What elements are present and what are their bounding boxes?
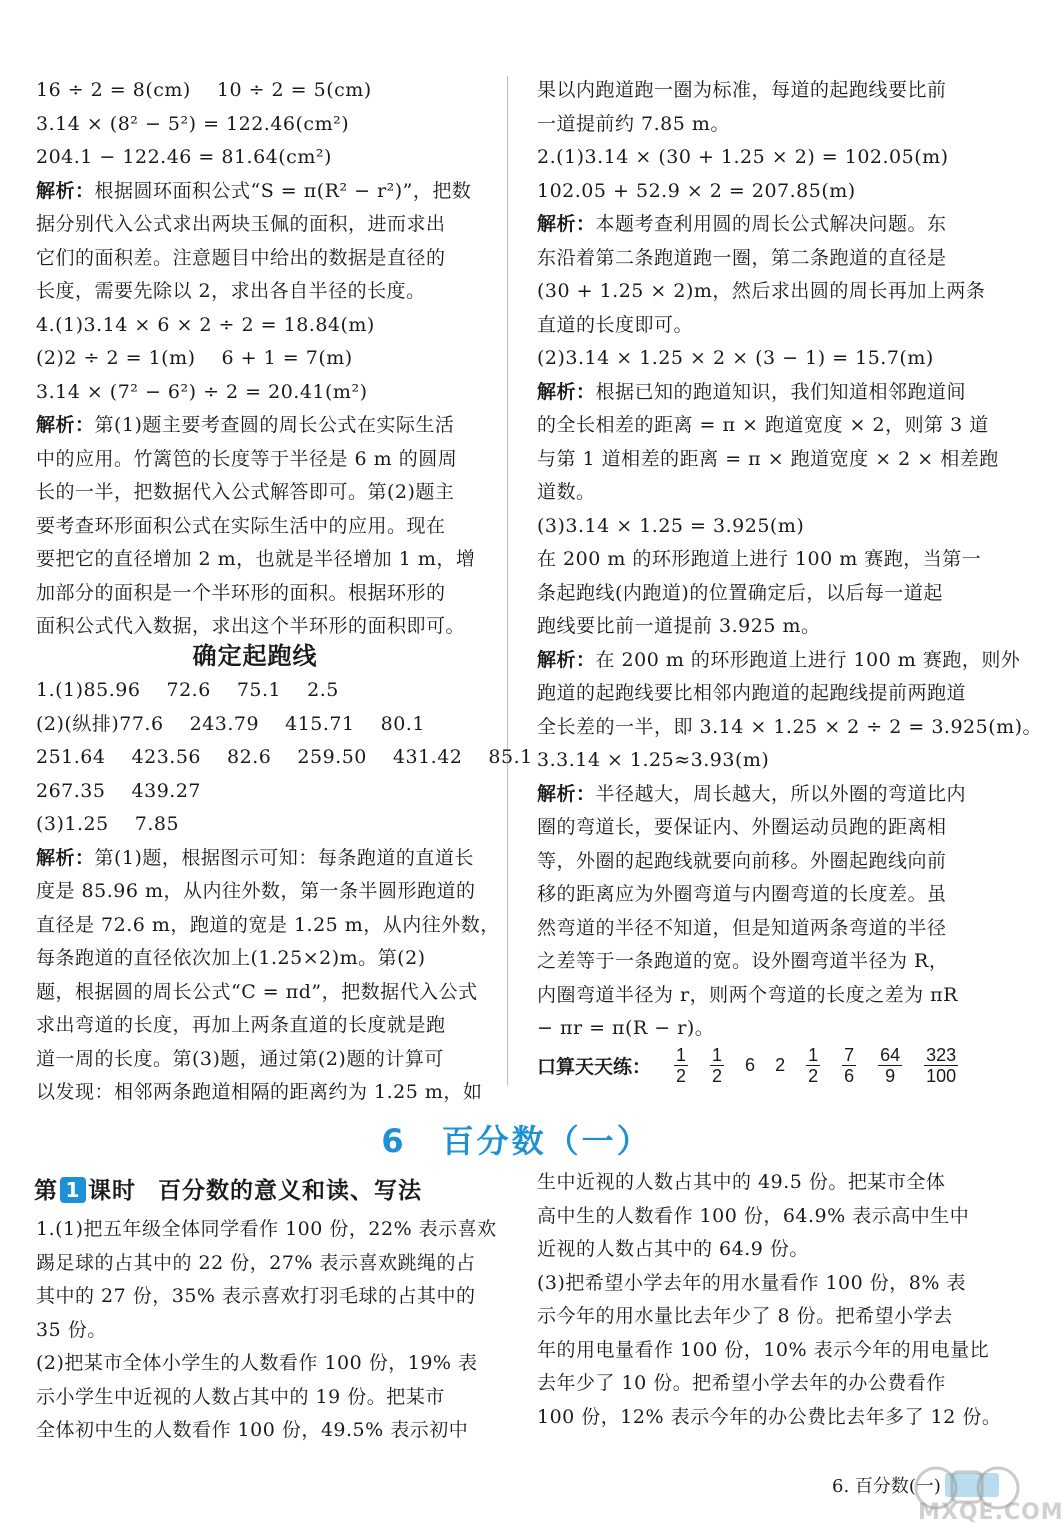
answer-line: 4.(1)3.14 × 6 × 2 ÷ 2 = 18.84(m): [36, 313, 375, 336]
left-column-middle: [36, 674, 533, 1110]
answer-line: 1.(1)把五年级全体同学看作 100 份，22% 表示喜欢: [36, 1218, 497, 1240]
fraction-denominator: 2: [676, 1065, 687, 1086]
answer-line: 长的一半，把数据代入公式解答即可。第(2)题主: [36, 481, 455, 503]
answer-line: − πr = π(R − r)。: [537, 1017, 715, 1039]
answer-line: (3)把希望小学去年的用水量看作 100 份，8% 表: [537, 1271, 966, 1294]
answer-line: 道一周的长度。第(3)题，通过第(2)题的计算可: [36, 1047, 444, 1070]
answer-line: 去年少了 10 份。把希望小学去年的办公费看作: [537, 1372, 946, 1394]
fraction-denominator: 6: [844, 1065, 855, 1086]
mental-math-fraction: [710, 1045, 724, 1086]
answer-line: 长度，需要先除以 2，求出各自半径的长度。: [36, 280, 426, 302]
answer-line: 然弯道的半径不知道，但是知道两条弯道的半径: [537, 916, 947, 939]
answer-line: 3.14 × (7² − 6²) ÷ 2 = 20.41(m²): [36, 380, 368, 403]
answer-line: 等，外圈的起跑线就要向前移。外圈起跑线向前: [537, 849, 947, 872]
answer-line: 一道提前约 7.85 m。: [537, 112, 730, 135]
answer-line: 条起跑线(内跑道)的位置确定后，以后每一道起: [537, 581, 943, 604]
answer-line: 年的用电量看作 100 份，10% 表示今年的用电量比: [537, 1338, 990, 1361]
answer-line: (3)1.25 7.85: [36, 813, 180, 835]
answer-line: 解析：本题考查利用圆的周长公式解决问题。东: [537, 213, 947, 235]
fraction-numerator: 7: [844, 1044, 855, 1065]
answer-line: 度是 85.96 m，从内往外数，第一条半圆形跑道的: [36, 880, 476, 902]
answer-line: 示今年的用水量比去年少了 8 份。把希望小学去: [537, 1305, 953, 1327]
lesson-heading: [34, 1172, 422, 1205]
answer-line: 移的距离应为外圈弯道与内圈弯道的长度差。虽: [537, 883, 947, 905]
answer-line: 以发现：相邻两条跑道相隔的距离约为 1.25 m，如: [36, 1081, 483, 1103]
answer-line: 其中的 27 份，35% 表示喜欢打羽毛球的占其中的: [36, 1285, 476, 1307]
answer-line: 跑道的起跑线要比相邻内跑道的起跑线提前两跑道: [537, 682, 967, 704]
answer-line: (2)把某市全体小学生的人数看作 100 份，19% 表: [36, 1352, 478, 1374]
lesson-name: 百分数的意义和读、写法: [158, 1178, 422, 1204]
analysis-label: 解析：: [36, 846, 95, 869]
answer-line: 2.(1)3.14 × (30 + 1.25 × 2) = 102.05(m): [537, 146, 949, 168]
answer-line: 与第 1 道相差的距离 = π × 跑道宽度 × 2 × 相差跑: [537, 447, 999, 470]
mental-math-fraction: [924, 1045, 958, 1086]
answer-line: (2)(纵排)77.6 243.79 415.71 80.1: [36, 712, 425, 735]
answer-line: 每条跑道的直径依次加上(1.25×2)m。第(2): [36, 947, 426, 969]
answer-line: 加部分的面积是一个半环形的面积。根据环形的: [36, 581, 446, 604]
footer-label: 6. 百分数(一): [832, 1476, 941, 1497]
answer-line: 之差等于一条跑道的宽。设外圈弯道半径为 R，: [537, 950, 949, 972]
mental-math-row: [537, 1040, 969, 1090]
answer-line: (30 + 1.25 × 2)m，然后求出圆的周长再加上两条: [537, 280, 986, 302]
answer-line: 东沿着第二条跑道跑一圈，第二条跑道的直径是: [537, 246, 947, 269]
answer-line: 道数。: [537, 481, 596, 503]
answer-line: 圈的弯道长，要保证内、外圈运动员跑的距离相: [537, 816, 947, 838]
left-column-bottom: [36, 1213, 497, 1448]
analysis-label: 解析：: [537, 782, 596, 805]
answer-line: 3.3.14 × 1.25≈3.93(m): [537, 749, 770, 771]
analysis-label: 解析：: [36, 414, 95, 436]
answer-line: 全长差的一半，即 3.14 × 1.25 × 2 ÷ 2 = 3.925(m)。: [537, 715, 1043, 738]
lesson-prefix: 第: [34, 1178, 58, 1204]
answer-line: 的全长相差的距离 = π × 跑道宽度 × 2，则第 3 道: [537, 414, 989, 436]
fraction-denominator: 2: [808, 1065, 819, 1086]
mental-math-fraction: [842, 1045, 856, 1086]
fraction-numerator: 323: [926, 1044, 957, 1065]
fraction-numerator: 64: [880, 1044, 901, 1065]
mental-math-fraction: [806, 1045, 820, 1086]
lesson-suffix: 课时: [88, 1178, 136, 1204]
answer-line: 求出弯道的长度，再加上两条直道的长度就是跑: [36, 1014, 446, 1036]
answer-line: 据分别代入公式求出两块玉佩的面积，进而求出: [36, 213, 446, 235]
mental-math-fraction: [878, 1045, 902, 1086]
fraction-numerator: 1: [712, 1044, 723, 1065]
answer-line: (3)3.14 × 1.25 = 3.925(m): [537, 514, 805, 537]
answer-line: 要考查环形面积公式在实际生活中的应用。现在: [36, 514, 446, 537]
answer-line: 在 200 m 的环形跑道上进行 100 m 赛跑，当第一: [537, 548, 982, 570]
analysis-label: 解析：: [537, 648, 596, 671]
mental-math-answers: [663, 1045, 969, 1086]
answer-line: 果以内跑道跑一圈为标准，每道的起跑线要比前: [537, 79, 947, 101]
mental-math-whole: 2: [775, 1054, 786, 1075]
fraction-numerator: 1: [808, 1044, 819, 1065]
right-column-top: [537, 74, 1042, 1046]
left-column-top: [36, 74, 475, 644]
answer-line: 100 份，12% 表示今年的办公费比去年多了 12 份。: [537, 1405, 1002, 1428]
answer-line: 高中生的人数看作 100 份，64.9% 表示高中生中: [537, 1204, 970, 1227]
mental-math-fraction: [674, 1045, 688, 1086]
answer-line: 内圈弯道半径为 r，则两个弯道的长度之差为 πR: [537, 983, 958, 1006]
answer-line: 204.1 − 122.46 = 81.64(cm²): [36, 146, 332, 168]
answer-line: 解析：在 200 m 的环形跑道上进行 100 m 赛跑，则外: [537, 648, 1021, 671]
lesson-number-badge: 1: [60, 1177, 86, 1203]
answer-line: 35 份。: [36, 1318, 107, 1341]
answer-line: 16 ÷ 2 = 8(cm) 10 ÷ 2 = 5(cm): [36, 79, 372, 101]
answer-line: (2)3.14 × 1.25 × 2 × (3 − 1) = 15.7(m): [537, 347, 934, 369]
answer-line: 题，根据圆的周长公式“C = πd”，把数据代入公式: [36, 980, 478, 1003]
answer-line: 中的应用。竹篱笆的长度等于半径是 6 m 的圆周: [36, 447, 458, 470]
fraction-numerator: 1: [676, 1044, 687, 1065]
chapter-title: 6 百分数（一）: [381, 1122, 652, 1160]
mental-math-label: 口算天天练：: [537, 1055, 652, 1078]
answer-line: 102.05 + 52.9 × 2 = 207.85(m): [537, 179, 856, 202]
answer-line: 解析：根据圆环面积公式“S = π(R² − r²)”，把数: [36, 179, 472, 202]
answer-line: 踢足球的占其中的 22 份，27% 表示喜欢跳绳的占: [36, 1251, 476, 1274]
fraction-denominator: 100: [926, 1065, 957, 1086]
answer-line: 近视的人数占其中的 64.9 份。: [537, 1238, 809, 1260]
answer-line: 示小学生中近视的人数占其中的 19 份。把某市: [36, 1385, 445, 1408]
answer-line: 要把它的直径增加 2 m，也就是半径增加 1 m，增: [36, 548, 476, 570]
answer-line: 直径是 72.6 m，跑道的宽是 1.25 m，从内往外数，: [36, 913, 500, 936]
right-column-bottom: [537, 1166, 1001, 1434]
answer-line: 跑线要比前一道提前 3.925 m。: [537, 615, 821, 637]
answer-line: 面积公式代入数据，求出这个半环形的面积即可。: [36, 615, 466, 637]
answer-line: 它们的面积差。注意题目中给出的数据是直径的: [36, 246, 446, 269]
answer-line: 全体初中生的人数看作 100 份，49.5% 表示初中: [36, 1419, 469, 1441]
answer-line: 解析：第(1)题主要考查圆的周长公式在实际生活: [36, 414, 455, 436]
analysis-label: 解析：: [36, 179, 95, 202]
answer-line: (2)2 ÷ 2 = 1(m) 6 + 1 = 7(m): [36, 347, 353, 369]
answer-line: 251.64 423.56 82.6 259.50 431.42 85.1: [36, 746, 533, 768]
answer-line: 解析：第(1)题，根据图示可知：每条跑道的直道长: [36, 846, 474, 869]
mental-math-whole: 6: [745, 1054, 756, 1075]
analysis-label: 解析：: [537, 213, 596, 235]
answer-line: 267.35 439.27: [36, 779, 202, 802]
section-title: 确定起跑线: [192, 642, 318, 670]
answer-line: 3.14 × (8² − 5²) = 122.46(cm²): [36, 112, 350, 135]
answer-line: 解析：根据已知的跑道知识，我们知道相邻跑道间: [537, 380, 967, 403]
answer-line: 解析：半径越大，周长越大，所以外圈的弯道比内: [537, 782, 967, 805]
answer-line: 1.(1)85.96 72.6 75.1 2.5: [36, 679, 339, 701]
watermark-text: MXQE.COM: [918, 1500, 1064, 1525]
analysis-label: 解析：: [537, 380, 596, 403]
answer-line: 生中近视的人数占其中的 49.5 份。把某市全体: [537, 1171, 946, 1193]
answer-line: 直道的长度即可。: [537, 313, 694, 336]
fraction-denominator: 9: [885, 1065, 896, 1086]
fraction-denominator: 2: [712, 1065, 723, 1086]
